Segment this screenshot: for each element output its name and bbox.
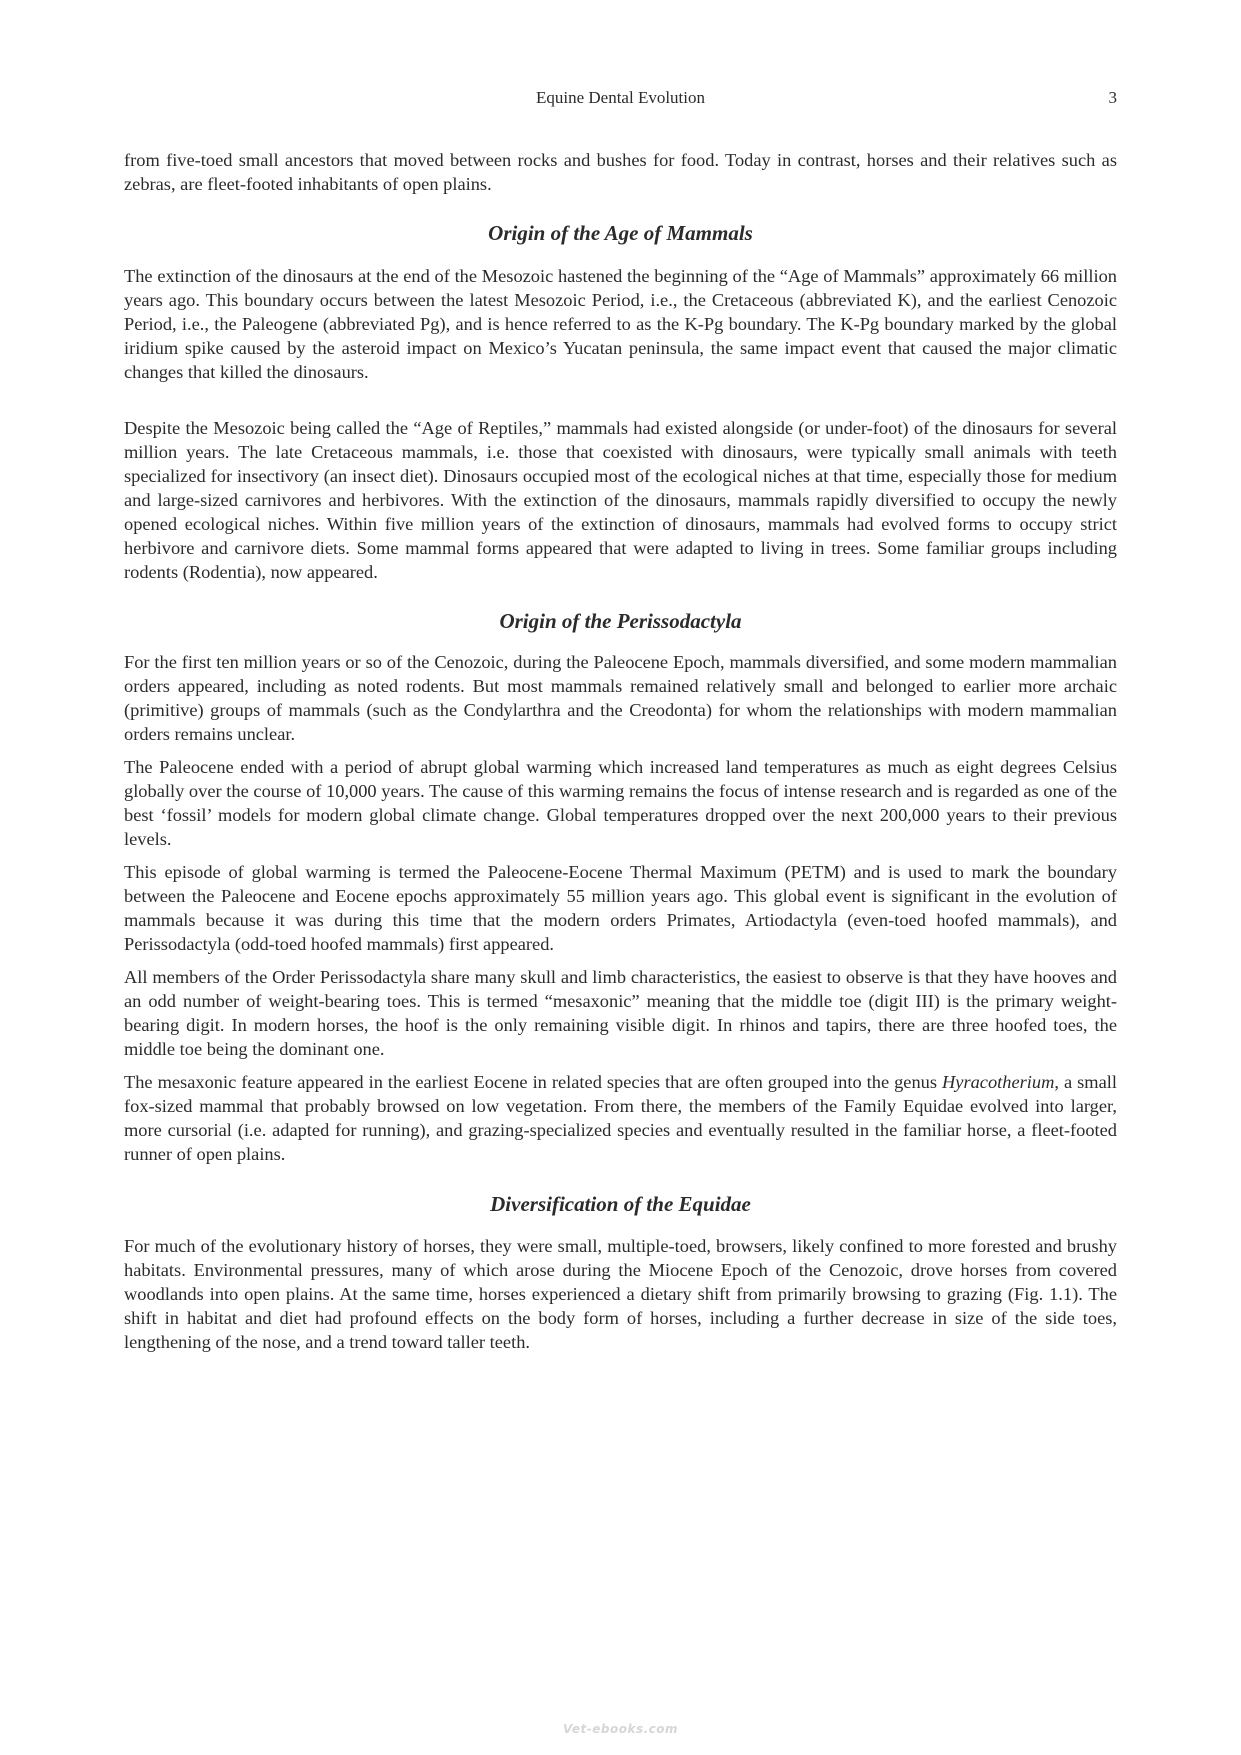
paragraph-paleocene-mammals: For the first ten million years or so of the Cenozoic, during the Paleocene Epoch, mammals diversified, and some modern mammalian orders appeared, including as noted rodents. But most mammals remained relatively small and belonged to earlier more archaic (primitive) groups of mammals (such as the Condylarthra and the Creodonta) for whom the relationships with modern mammalian orders remains unclear. [124,652,1117,744]
page-number: 3 [1108,88,1117,107]
running-head-title: Equine Dental Evolution [535,88,706,107]
paragraph-age-of-reptiles: Despite the Mesozoic being called the “Age of Reptiles,” mammals had existed alongside (or under-foot) of the dinosaurs for several million years. The late Cretaceous mammals, i.e. those that coexisted with dinosaurs, were typically small animals with teeth specialized for insectivory (an insect diet). Dinosaurs occupied most of the ecological niches at that time, especially those for medium and large-sized carnivores and herbivores. With the extinction of the dinosaurs, mammals rapidly diversified to occupy the newly opened ecological niches. Within five million years of the extinction of dinosaurs, mammals had evolved forms to occupy strict herbivore and carnivore diets. Some mammal forms appeared that were adapted to living in trees. Some familiar groups including rodents (Rodentia), now appeared. [124,418,1117,582]
paragraph-kpg-boundary: The extinction of the dinosaurs at the end of the Mesozoic hastened the beginning of the “Age of Mammals” approximately 66 million years ago. This boundary occurs between the latest Mesozoic Period, i.e., the Cretaceous (abbreviated K), and the earliest Cenozoic Period, i.e., the Paleogene (abbreviated Pg), and is hence referred to as the K-Pg boundary. The K-Pg boundary marked by the global iridium spike caused by the asteroid impact on Mexico’s Yucatan peninsula, the same impact event that caused the major climatic changes that killed the dinosaurs. [124,266,1117,382]
paragraph-petm: This episode of global warming is termed the Paleocene-Eocene Thermal Maximum (PETM) and is used to mark the boundary between the Paleocene and Eocene epochs approximately 55 million years ago. This global event is significant in the evolution of mammals because it was during this time that the modern orders Primates, Artiodactyla (even-toed hoofed mammals), and Perissodactyla (odd-toed hoofed mammals) first appeared. [124,862,1117,954]
hyracotherium-text-start: The mesaxonic feature appeared in the earliest Eocene in related species that are often grouped into the genus [124,1072,943,1092]
page-body [124,148,1117,1363]
hyracotherium-text-end: , a small fox-sized mammal that probably browsed on low vegetation. From there, the members of the Family Equidae evolved into larger, more cursorial (i.e. adapted for running), and grazing-specialized species and eventually resulted in the familiar horse, a fleet-footed runner of open plains. [124,1072,1117,1164]
heading-origin-perissodactyla: Origin of the Perissodactyla [499,609,742,633]
running-head [124,88,1117,112]
paragraph-equidae-diversification: For much of the evolutionary history of horses, they were small, multiple-toed, browsers, likely confined to more forested and brushy habitats. Environmental pressures, many of which arose during the Miocene Epoch of the Cenozoic, drove horses from covered woodlands into open plains. At the same time, horses experienced a dietary shift from primarily browsing to grazing (Fig. 1.1). The shift in habitat and diet had profound effects on the body form of horses, including a further decrease in size of the side toes, lengthening of the nose, and a trend toward taller teeth. [124,1236,1117,1352]
book-page [124,0,1117,1755]
heading-origin-age-of-mammals: Origin of the Age of Mammals [488,221,753,245]
intro-paragraph: from five-toed small ancestors that moved between rocks and bushes for food. Today in contrast, horses and their relatives such as zebras, are fleet-footed inhabitants of open plains. [124,150,1117,194]
paragraph-global-warming: The Paleocene ended with a period of abrupt global warming which increased land temperatures as much as eight degrees Celsius globally over the course of 10,000 years. The cause of this warming remains the focus of intense research and is regarded as one of the best ‘fossil’ models for modern global climate change. Global temperatures dropped over the next 200,000 years to their previous levels. [124,757,1117,849]
paragraph-hyracotherium [124,1070,1117,1166]
genus-name-hyracotherium: Hyracotherium [942,1072,1055,1092]
paragraph-mesaxonic: All members of the Order Perissodactyla share many skull and limb characteristics, the easiest to observe is that they have hooves and an odd number of weight-bearing toes. This is termed “mesaxonic” meaning that the middle toe (digit III) is the primary weight-bearing digit. In modern horses, the hoof is the only remaining visible digit. In rhinos and tapirs, there are three hoofed toes, the middle toe being the dominant one. [124,967,1117,1059]
heading-diversification-equidae: Diversification of the Equidae [490,1192,751,1216]
watermark-logo: Vet-ebooks.com [562,1722,679,1736]
